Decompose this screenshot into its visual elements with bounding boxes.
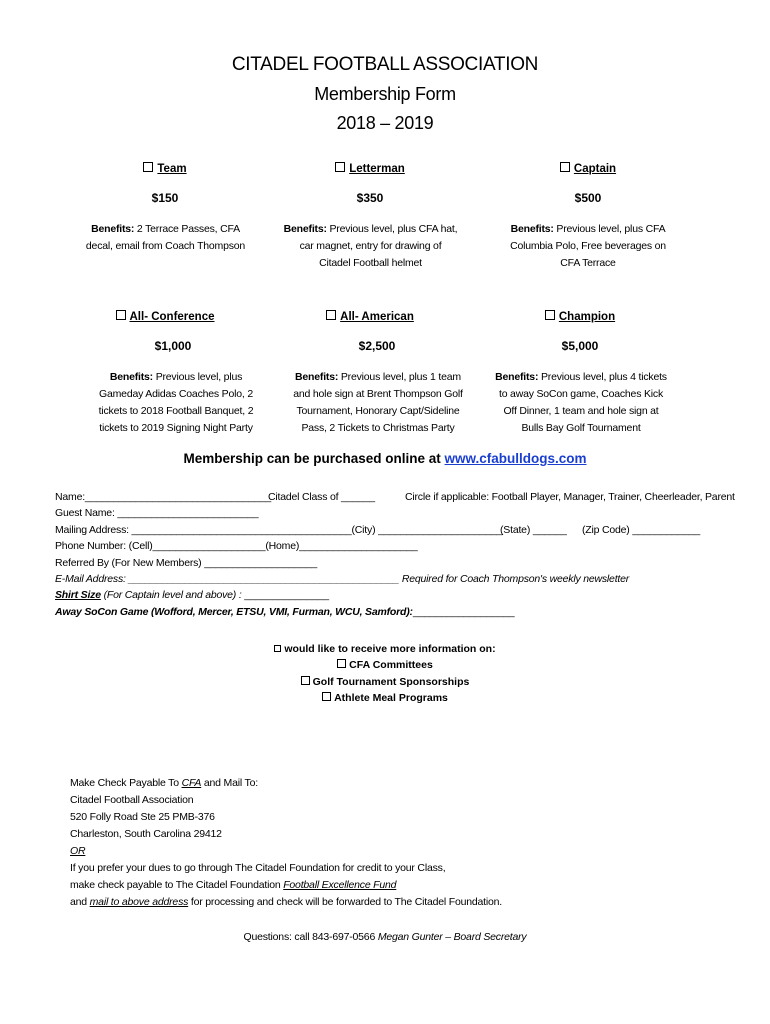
away-game-field[interactable]: Away SoCon Game (Wofford, Mercer, ETSU, VMI, Furman, WCU, Samford):__________________ [55,606,515,618]
mail-address-line2: 520 Folly Road Ste 25 PMB-376 [70,811,215,823]
phone-number-field[interactable]: Phone Number: (Cell)____________________(Home)_____________________ [55,540,418,552]
website-link[interactable]: www.cfabulldogs.com [444,451,587,466]
tier-champion-benefits: Benefits: Previous level, plus 4 tickets to away SoCon game, Coaches Kick Off Dinner, 1 team and hole sign at Bulls Bay Golf Tournament [495,371,667,434]
checkbox-icon[interactable] [322,692,331,701]
tier-champion-checkbox[interactable]: Champion [520,310,640,323]
questions-contact: Questions: call 843-697-0566 Megan Gunter – Board Secretary [243,931,527,943]
circle-if-applicable: Circle if applicable: Football Player, Manager, Trainer, Cheerleader, Parent [405,491,735,503]
check-payable-line: Make Check Payable To CFA and Mail To: [70,777,258,789]
tier-all-american-checkbox[interactable]: All- American [305,310,435,323]
checkbox-icon[interactable] [545,310,555,320]
foundation-note-line2: make check payable to The Citadel Foundation Football Excellence Fund [70,879,397,891]
more-info-heading: would like to receive more information on: [0,643,770,655]
shirt-size-field[interactable]: Shirt Size (For Captain level and above) : _______________ [55,589,329,601]
tier-letterman-benefits: Benefits: Previous level, plus CFA hat, car magnet, entry for drawing of Citadel Football helmet [283,223,458,269]
checkbox-icon[interactable] [326,310,336,320]
mailing-address-field[interactable]: Mailing Address: _______________________________________(City) ______________________ [55,524,503,536]
season-label: 2018 – 2019 [336,113,434,133]
form-subtitle: Membership Form [314,84,456,104]
tier-letterman-price: $350 [356,191,384,205]
tier-captain-benefits: Benefits: Previous level, plus CFA Columbia Polo, Free beverages on CFA Terrace [510,223,666,269]
checkbox-icon[interactable] [560,162,570,172]
email-field[interactable]: E-Mail Address: ________________________________________________ Required for Coach Thompson's weekly newsletter [55,573,630,585]
tier-captain-price: $500 [574,191,602,205]
foundation-note-line1: If you prefer your dues to go through The Citadel Foundation for credit to your Class, [70,862,446,874]
form-title: CITADEL FOOTBALL ASSOCIATION [231,54,539,75]
checkbox-icon[interactable] [301,676,310,685]
tier-captain-checkbox[interactable]: Captain [528,162,648,175]
info-cfa-committees-checkbox[interactable]: CFA Committees [0,659,770,671]
mail-address-line3: Charleston, South Carolina 29412 [70,828,222,840]
tier-letterman-checkbox[interactable]: Letterman [310,162,430,175]
zip-code-field[interactable]: (Zip Code) ____________ [582,524,700,536]
guest-name-field[interactable]: Guest Name: _________________________ [55,507,259,519]
state-field[interactable]: (State) ______ [500,524,567,536]
referred-by-field[interactable]: Referred By (For New Members) ____________________ [55,557,317,569]
tier-all-american-benefits: Benefits: Previous level, plus 1 team and hole sign at Brent Thompson Golf Tournament, Honorary Capt/Sideline Pass, 2 Tickets to Christmas Party [293,371,463,434]
checkbox-icon[interactable] [274,645,281,652]
tier-all-conference-checkbox[interactable]: All- Conference [100,310,230,323]
tier-all-american-price: $2,500 [358,339,396,353]
tier-team-checkbox[interactable]: Team [105,162,225,175]
tier-team-benefits: Benefits: 2 Terrace Passes, CFA decal, email from Coach Thompson [85,223,246,252]
online-purchase-note: Membership can be purchased online at www.cfabulldogs.com [183,451,587,466]
checkbox-icon[interactable] [143,162,153,172]
class-of-field[interactable]: Citadel Class of ______ [268,491,375,503]
tier-all-conference-benefits: Benefits: Previous level, plus Gameday Adidas Coaches Polo, 2 tickets to 2018 Football Banquet, 2 tickets to 2019 Signing Night Party [98,371,254,434]
foundation-note-line3: and mail to above address for processing and check will be forwarded to The Citadel Foundation. [70,896,502,908]
checkbox-icon[interactable] [116,310,126,320]
or-separator: OR [70,845,86,857]
tier-all-conference-price: $1,000 [154,339,192,353]
checkbox-icon[interactable] [337,659,346,668]
name-field[interactable]: Name:_________________________________ [55,491,272,503]
mail-address-line1: Citadel Football Association [70,794,194,806]
info-athlete-meal-checkbox[interactable]: Athlete Meal Programs [0,692,770,704]
checkbox-icon[interactable] [335,162,345,172]
tier-team-price: $150 [151,191,179,205]
info-golf-sponsorships-checkbox[interactable]: Golf Tournament Sponsorships [0,676,770,688]
tier-champion-price: $5,000 [561,339,599,353]
